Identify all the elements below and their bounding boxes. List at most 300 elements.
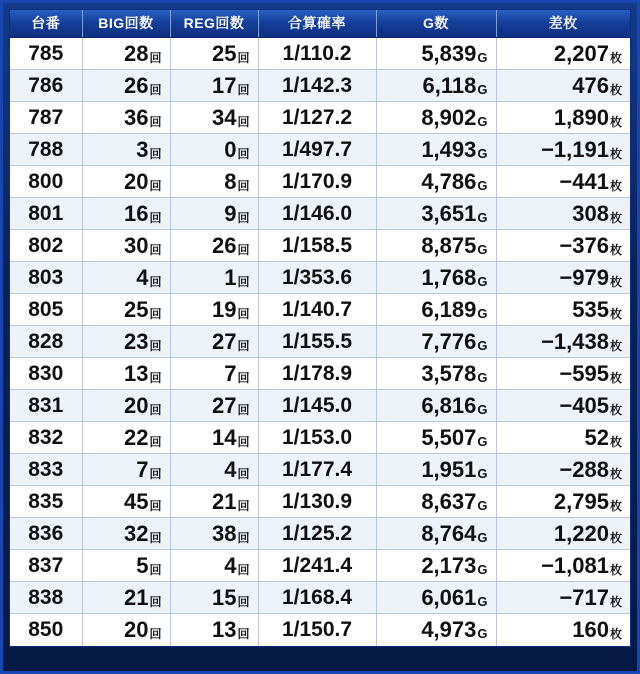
cell-reg-unit: 回 <box>237 466 250 481</box>
cell-difference-value: 2,207 <box>553 40 609 66</box>
cell-games <box>376 550 496 582</box>
cell-reg-unit: 回 <box>237 242 250 257</box>
cell-big-unit: 回 <box>149 274 162 289</box>
cell-big-unit: 回 <box>149 306 162 321</box>
cell-big <box>82 326 170 358</box>
cell-big <box>82 294 170 326</box>
cell-difference-value: 160 <box>572 616 609 642</box>
cell-games-value: 8,764 <box>421 520 477 546</box>
cell-big-unit: 回 <box>149 178 162 193</box>
cell-games-unit: G <box>477 145 488 161</box>
cell-machine-value: 787 <box>28 105 64 129</box>
column-header-difference: 差枚 <box>496 10 630 38</box>
cell-probability <box>258 390 376 422</box>
cell-machine-value: 800 <box>28 169 64 193</box>
cell-difference-unit: 枚 <box>609 50 622 65</box>
cell-reg <box>170 390 258 422</box>
cell-probability <box>258 70 376 102</box>
cell-probability-value: 1/127.2 <box>281 105 353 129</box>
cell-games <box>376 454 496 486</box>
cell-games-unit: G <box>477 401 488 417</box>
cell-difference <box>496 166 630 198</box>
cell-big <box>82 454 170 486</box>
cell-big <box>82 358 170 390</box>
cell-big <box>82 582 170 614</box>
cell-difference-unit: 枚 <box>609 562 622 577</box>
cell-difference <box>496 358 630 390</box>
cell-reg-unit: 回 <box>237 82 250 97</box>
cell-machine <box>10 134 82 166</box>
cell-difference-unit: 枚 <box>609 146 622 161</box>
cell-difference <box>496 38 630 70</box>
cell-games-value: 8,637 <box>421 488 477 514</box>
cell-difference-unit: 枚 <box>609 210 622 225</box>
cell-games <box>376 70 496 102</box>
cell-reg-value: 15 <box>212 584 237 610</box>
cell-games-unit: G <box>477 113 488 129</box>
cell-games-value: 3,651 <box>421 200 477 226</box>
cell-difference-unit: 枚 <box>609 594 622 609</box>
cell-games <box>376 358 496 390</box>
cell-games-unit: G <box>477 305 488 321</box>
cell-machine <box>10 454 82 486</box>
cell-machine <box>10 422 82 454</box>
cell-difference-unit: 枚 <box>609 114 622 129</box>
cell-reg-unit: 回 <box>237 370 250 385</box>
cell-machine-value: 801 <box>28 201 64 225</box>
cell-probability <box>258 358 376 390</box>
cell-probability <box>258 582 376 614</box>
cell-games-unit: G <box>477 177 488 193</box>
cell-reg-value: 17 <box>212 72 237 98</box>
cell-difference <box>496 262 630 294</box>
cell-probability-value: 1/170.9 <box>281 169 353 193</box>
cell-probability <box>258 262 376 294</box>
cell-big-value: 22 <box>124 424 149 450</box>
cell-reg <box>170 518 258 550</box>
cell-games <box>376 198 496 230</box>
cell-machine-value: 828 <box>28 329 64 353</box>
cell-reg <box>170 230 258 262</box>
cell-difference <box>496 518 630 550</box>
table-row <box>10 518 630 550</box>
cell-difference-value: 1,220 <box>553 520 609 546</box>
cell-reg <box>170 326 258 358</box>
table-row <box>10 390 630 422</box>
column-header-big: BIG回数 <box>82 10 170 38</box>
cell-reg-value: 27 <box>212 328 237 354</box>
cell-probability-value: 1/125.2 <box>281 521 353 545</box>
cell-difference-value: −979 <box>559 264 609 290</box>
cell-machine <box>10 486 82 518</box>
cell-difference-unit: 枚 <box>609 434 622 449</box>
cell-big-unit: 回 <box>149 50 162 65</box>
cell-games <box>376 486 496 518</box>
table-row <box>10 422 630 454</box>
cell-games-unit: G <box>477 337 488 353</box>
cell-machine-value: 850 <box>28 617 64 641</box>
cell-big <box>82 166 170 198</box>
cell-difference-unit: 枚 <box>609 530 622 545</box>
cell-reg-unit: 回 <box>237 338 250 353</box>
cell-games <box>376 422 496 454</box>
cell-difference <box>496 614 630 646</box>
cell-games-unit: G <box>477 625 488 641</box>
cell-probability <box>258 198 376 230</box>
cell-difference-value: −1,081 <box>541 552 609 578</box>
cell-reg-unit: 回 <box>237 562 250 577</box>
cell-big-value: 28 <box>124 40 149 66</box>
cell-games <box>376 326 496 358</box>
cell-reg-value: 34 <box>212 104 237 130</box>
cell-big-value: 20 <box>124 168 149 194</box>
cell-big-unit: 回 <box>149 466 162 481</box>
cell-probability-value: 1/178.9 <box>281 361 353 385</box>
cell-big-unit: 回 <box>149 370 162 385</box>
cell-reg-value: 14 <box>212 424 237 450</box>
cell-big-unit: 回 <box>149 242 162 257</box>
cell-probability-value: 1/146.0 <box>281 201 353 225</box>
cell-difference-unit: 枚 <box>609 338 622 353</box>
table-row <box>10 550 630 582</box>
cell-big <box>82 70 170 102</box>
cell-games-unit: G <box>477 433 488 449</box>
cell-machine-value: 785 <box>28 41 64 65</box>
cell-games-value: 6,061 <box>421 584 477 610</box>
cell-reg-value: 0 <box>224 136 237 162</box>
cell-big <box>82 550 170 582</box>
cell-difference-value: 535 <box>572 296 609 322</box>
cell-games <box>376 390 496 422</box>
cell-difference-unit: 枚 <box>609 274 622 289</box>
cell-reg-unit: 回 <box>237 50 250 65</box>
cell-probability-value: 1/497.7 <box>281 137 353 161</box>
cell-games-unit: G <box>477 529 488 545</box>
cell-reg-value: 9 <box>224 200 237 226</box>
cell-probability <box>258 422 376 454</box>
cell-games-value: 7,776 <box>421 328 477 354</box>
table-row <box>10 166 630 198</box>
cell-probability-value: 1/177.4 <box>281 457 353 481</box>
table-body <box>10 38 630 646</box>
cell-reg-value: 4 <box>224 552 237 578</box>
cell-games-value: 8,902 <box>421 104 477 130</box>
table-row <box>10 230 630 262</box>
cell-big-value: 3 <box>136 136 149 162</box>
cell-probability-value: 1/241.4 <box>281 553 353 577</box>
cell-machine <box>10 166 82 198</box>
cell-machine <box>10 38 82 70</box>
cell-games-value: 1,493 <box>421 136 477 162</box>
cell-big-unit: 回 <box>149 82 162 97</box>
cell-probability <box>258 102 376 134</box>
cell-games-unit: G <box>477 369 488 385</box>
cell-machine <box>10 102 82 134</box>
cell-difference <box>496 70 630 102</box>
column-header-probability: 合算確率 <box>258 10 376 38</box>
cell-probability-value: 1/353.6 <box>281 265 353 289</box>
table-row <box>10 198 630 230</box>
cell-reg <box>170 38 258 70</box>
cell-big <box>82 390 170 422</box>
cell-reg <box>170 70 258 102</box>
cell-big-value: 30 <box>124 232 149 258</box>
cell-big <box>82 486 170 518</box>
cell-big-value: 21 <box>124 584 149 610</box>
cell-difference-unit: 枚 <box>609 178 622 193</box>
cell-big-unit: 回 <box>149 402 162 417</box>
cell-big-value: 16 <box>124 200 149 226</box>
cell-reg-value: 7 <box>224 360 237 386</box>
cell-big-value: 4 <box>136 264 149 290</box>
cell-big-unit: 回 <box>149 498 162 513</box>
cell-games-unit: G <box>477 49 488 65</box>
cell-probability-value: 1/130.9 <box>281 489 353 513</box>
cell-probability <box>258 550 376 582</box>
cell-machine-value: 831 <box>28 393 64 417</box>
cell-games-value: 3,578 <box>421 360 477 386</box>
cell-games-value: 4,786 <box>421 168 477 194</box>
cell-reg-value: 13 <box>212 616 237 642</box>
cell-big-unit: 回 <box>149 146 162 161</box>
cell-difference-value: −405 <box>559 392 609 418</box>
cell-games-value: 4,973 <box>421 616 477 642</box>
cell-machine-value: 803 <box>28 265 64 289</box>
cell-big-value: 5 <box>136 552 149 578</box>
cell-difference-unit: 枚 <box>609 242 622 257</box>
cell-difference-unit: 枚 <box>609 498 622 513</box>
table-row <box>10 358 630 390</box>
cell-reg <box>170 486 258 518</box>
cell-reg-unit: 回 <box>237 306 250 321</box>
table-row <box>10 70 630 102</box>
cell-big-unit: 回 <box>149 434 162 449</box>
cell-difference <box>496 454 630 486</box>
cell-big-unit: 回 <box>149 562 162 577</box>
cell-big-unit: 回 <box>149 530 162 545</box>
cell-difference-value: −595 <box>559 360 609 386</box>
cell-games-value: 1,951 <box>421 456 477 482</box>
cell-difference <box>496 294 630 326</box>
cell-difference-value: −1,438 <box>541 328 609 354</box>
cell-big-value: 13 <box>124 360 149 386</box>
cell-games <box>376 262 496 294</box>
cell-games-value: 2,173 <box>421 552 477 578</box>
cell-games-unit: G <box>477 465 488 481</box>
cell-machine-value: 838 <box>28 585 64 609</box>
cell-reg-unit: 回 <box>237 594 250 609</box>
cell-probability-value: 1/140.7 <box>281 297 353 321</box>
cell-difference <box>496 550 630 582</box>
cell-games-unit: G <box>477 81 488 97</box>
cell-big <box>82 38 170 70</box>
cell-big-unit: 回 <box>149 114 162 129</box>
cell-probability-value: 1/168.4 <box>281 585 353 609</box>
cell-probability <box>258 454 376 486</box>
cell-reg-unit: 回 <box>237 210 250 225</box>
cell-reg-value: 21 <box>212 488 237 514</box>
cell-probability-value: 1/153.0 <box>281 425 353 449</box>
column-header-machine: 台番 <box>10 10 82 38</box>
machine-data-table <box>10 10 630 646</box>
cell-games-unit: G <box>477 209 488 225</box>
cell-big-unit: 回 <box>149 338 162 353</box>
cell-reg-unit: 回 <box>237 498 250 513</box>
cell-machine-value: 788 <box>28 137 64 161</box>
cell-big-value: 25 <box>124 296 149 322</box>
cell-difference-value: −441 <box>559 168 609 194</box>
cell-big <box>82 518 170 550</box>
cell-machine <box>10 582 82 614</box>
cell-difference-value: 52 <box>584 424 609 450</box>
cell-difference <box>496 390 630 422</box>
cell-machine <box>10 358 82 390</box>
cell-probability <box>258 230 376 262</box>
cell-games-value: 5,839 <box>421 40 477 66</box>
cell-games-value: 8,875 <box>421 232 477 258</box>
cell-machine <box>10 262 82 294</box>
cell-reg <box>170 262 258 294</box>
cell-big <box>82 614 170 646</box>
cell-difference <box>496 326 630 358</box>
cell-games <box>376 614 496 646</box>
cell-difference-value: −376 <box>559 232 609 258</box>
cell-games-value: 5,507 <box>421 424 477 450</box>
cell-big <box>82 422 170 454</box>
cell-reg <box>170 102 258 134</box>
cell-games <box>376 518 496 550</box>
cell-reg-unit: 回 <box>237 114 250 129</box>
cell-reg-unit: 回 <box>237 434 250 449</box>
cell-reg-unit: 回 <box>237 274 250 289</box>
cell-machine <box>10 518 82 550</box>
cell-reg <box>170 550 258 582</box>
cell-machine-value: 832 <box>28 425 64 449</box>
cell-games <box>376 230 496 262</box>
cell-reg-value: 38 <box>212 520 237 546</box>
cell-reg <box>170 134 258 166</box>
cell-machine-value: 830 <box>28 361 64 385</box>
cell-difference-unit: 枚 <box>609 306 622 321</box>
cell-reg <box>170 198 258 230</box>
cell-machine <box>10 230 82 262</box>
cell-difference <box>496 102 630 134</box>
cell-big-value: 20 <box>124 616 149 642</box>
cell-games <box>376 102 496 134</box>
cell-difference-value: −288 <box>559 456 609 482</box>
table-row <box>10 486 630 518</box>
cell-machine <box>10 326 82 358</box>
cell-probability <box>258 486 376 518</box>
cell-probability <box>258 166 376 198</box>
table-row <box>10 614 630 646</box>
cell-reg <box>170 166 258 198</box>
cell-probability-value: 1/142.3 <box>281 73 353 97</box>
cell-games-value: 1,768 <box>421 264 477 290</box>
cell-probability-value: 1/110.2 <box>282 41 352 65</box>
cell-difference <box>496 198 630 230</box>
cell-probability <box>258 326 376 358</box>
column-header-reg: REG回数 <box>170 10 258 38</box>
cell-probability <box>258 134 376 166</box>
cell-difference <box>496 422 630 454</box>
cell-big <box>82 230 170 262</box>
cell-reg <box>170 294 258 326</box>
cell-machine-value: 805 <box>28 297 64 321</box>
cell-reg-unit: 回 <box>237 402 250 417</box>
table-row <box>10 454 630 486</box>
cell-reg <box>170 422 258 454</box>
cell-machine-value: 836 <box>28 521 64 545</box>
cell-games-value: 6,189 <box>421 296 477 322</box>
cell-probability-value: 1/158.5 <box>281 233 353 257</box>
cell-big-unit: 回 <box>149 594 162 609</box>
cell-big <box>82 262 170 294</box>
cell-reg-value: 19 <box>212 296 237 322</box>
cell-big <box>82 198 170 230</box>
cell-games-unit: G <box>477 241 488 257</box>
table-row <box>10 294 630 326</box>
cell-big-value: 23 <box>124 328 149 354</box>
cell-machine <box>10 198 82 230</box>
cell-difference-value: −717 <box>559 584 609 610</box>
cell-games-value: 6,816 <box>421 392 477 418</box>
cell-probability-value: 1/155.5 <box>281 329 353 353</box>
cell-difference-unit: 枚 <box>609 82 622 97</box>
cell-probability <box>258 38 376 70</box>
cell-games-unit: G <box>477 273 488 289</box>
cell-difference-value: −1,191 <box>541 136 609 162</box>
column-header-games: G数 <box>376 10 496 38</box>
cell-machine <box>10 390 82 422</box>
cell-games-unit: G <box>477 593 488 609</box>
cell-reg <box>170 358 258 390</box>
cell-probability <box>258 294 376 326</box>
cell-big-value: 7 <box>136 456 149 482</box>
cell-reg <box>170 454 258 486</box>
cell-difference-unit: 枚 <box>609 370 622 385</box>
cell-big-value: 26 <box>124 72 149 98</box>
cell-reg-unit: 回 <box>237 530 250 545</box>
cell-big <box>82 102 170 134</box>
cell-reg <box>170 614 258 646</box>
table-header <box>10 10 630 38</box>
cell-big-value: 45 <box>124 488 149 514</box>
cell-games-value: 6,118 <box>422 72 477 98</box>
cell-reg-unit: 回 <box>237 178 250 193</box>
cell-difference-value: 1,890 <box>553 104 609 130</box>
cell-games <box>376 38 496 70</box>
table-row <box>10 102 630 134</box>
cell-difference-value: 308 <box>572 200 609 226</box>
cell-big-unit: 回 <box>149 210 162 225</box>
cell-machine-value: 835 <box>28 489 64 513</box>
cell-big-value: 32 <box>124 520 149 546</box>
cell-reg-unit: 回 <box>237 146 250 161</box>
cell-difference <box>496 134 630 166</box>
cell-reg-value: 1 <box>224 264 237 290</box>
table-row <box>10 134 630 166</box>
table-row <box>10 38 630 70</box>
cell-big-value: 20 <box>124 392 149 418</box>
cell-games <box>376 166 496 198</box>
cell-games <box>376 582 496 614</box>
cell-reg-value: 4 <box>224 456 237 482</box>
cell-probability <box>258 518 376 550</box>
cell-reg-value: 25 <box>212 40 237 66</box>
table-row <box>10 582 630 614</box>
table-row <box>10 326 630 358</box>
